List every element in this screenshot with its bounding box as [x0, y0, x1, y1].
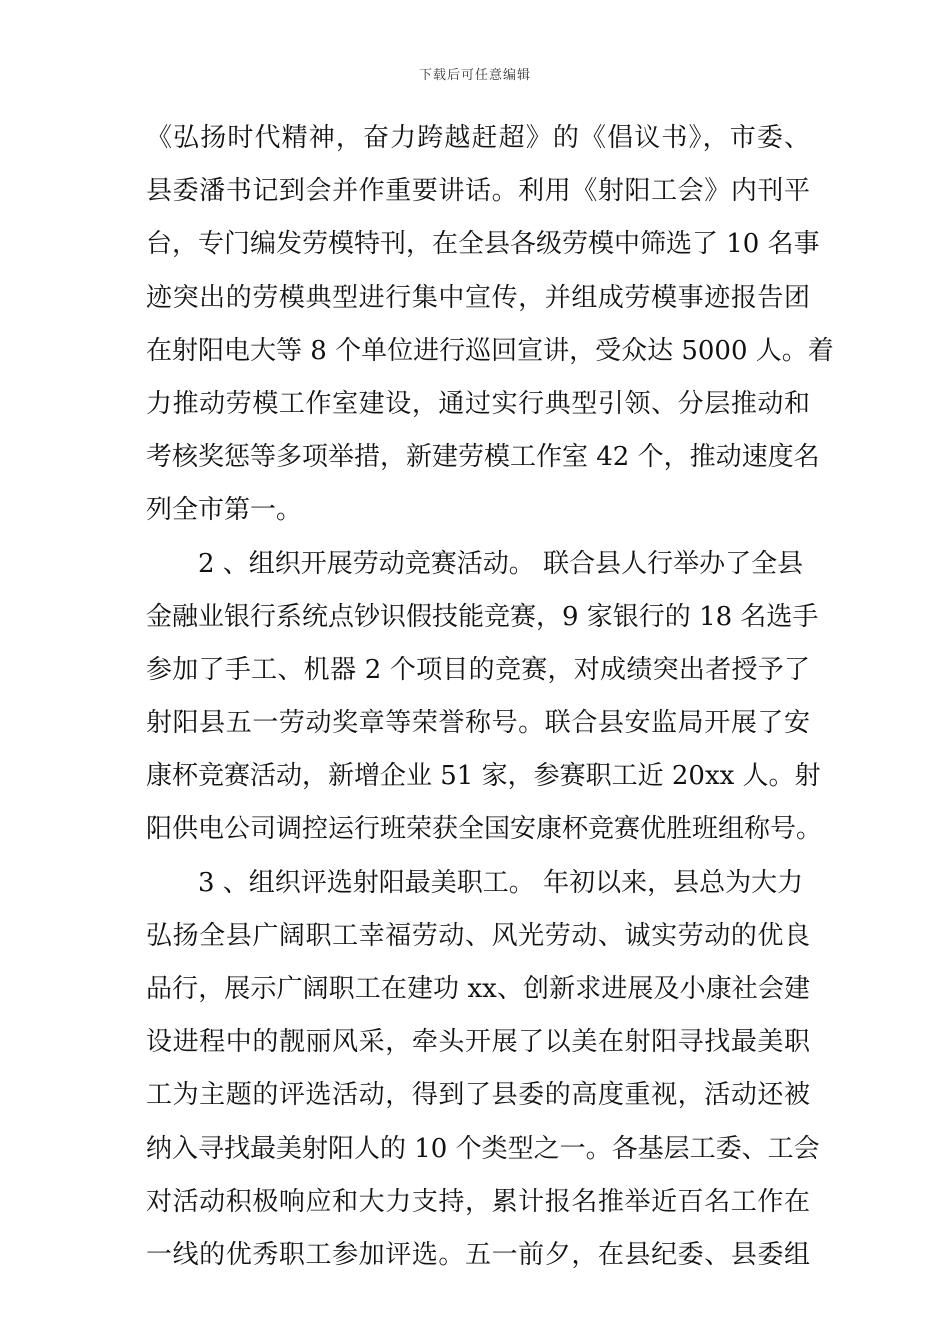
body-text — [146, 112, 834, 1282]
body-line: 工为主题的评选活动，得到了县委的高度重视，活动还被 — [146, 1080, 810, 1111]
body-line: 台，专门编发劳模特刊，在全县各级劳模中筛选了 10 名事 — [146, 229, 820, 260]
section-heading-line: 2 、组织开展劳动竞赛活动。 联合县人行举办了全县 — [198, 548, 804, 579]
body-line: 品行，展示广阔职工在建功 xx、创新求进展及小康社会建 — [146, 974, 810, 1004]
section-heading-line: 3 、组织评选射阳最美职工。 年初以来，县总为大力 — [198, 867, 804, 898]
body-line: 参加了手工、机器 2 个项目的竞赛，对成绩突出者授予了 — [146, 654, 810, 685]
header-note: 下载后可任意编辑 — [418, 68, 531, 83]
body-line: 金融业银行系统点钞识假技能竞赛，9 家银行的 18 名选手 — [146, 601, 819, 632]
body-line: 考核奖惩等多项举措，新建劳模工作室 42 个，推动速度名 — [146, 442, 820, 473]
body-line: 一线的优秀职工参加评选。五一前夕，在县纪委、县委组 — [146, 1239, 810, 1270]
body-line: 列全市第一。 — [146, 495, 303, 526]
body-line: 阳供电公司调控运行班荣获全国安康杯竞赛优胜班组称号。 — [146, 814, 823, 845]
body-line: 对活动积极响应和大力支持，累计报名推举近百名工作在 — [146, 1186, 810, 1217]
body-line: 力推动劳模工作室建设，通过实行典型引领、分层推动和 — [146, 388, 810, 419]
body-line: 纳入寻找最美射阳人的 10 个类型之一。各基层工委、工会 — [146, 1133, 820, 1164]
body-line: 设进程中的靓丽风采，牵头开展了以美在射阳寻找最美职 — [146, 1027, 810, 1058]
body-line: 在射阳电大等 8 个单位进行巡回宣讲，受众达 5000 人。着 — [146, 335, 834, 366]
body-line: 县委潘书记到会并作重要讲话。利用《射阳工会》内刊平 — [146, 176, 810, 207]
body-line: 迹突出的劳模典型进行集中宣传，并组成劳模事迹报告团 — [146, 282, 810, 313]
body-line: 《弘扬时代精神，奋力跨越赶超》的《倡议书》，市委、 — [146, 123, 810, 153]
body-line: 弘扬全县广阔职工幸福劳动、风光劳动、诚实劳动的优良 — [146, 920, 810, 951]
body-line: 射阳县五一劳动奖章等荣誉称号。联合县安监局开展了安 — [146, 708, 810, 739]
body-line: 康杯竞赛活动，新增企业 51 家，参赛职工近 20xx 人。射 — [146, 761, 821, 792]
